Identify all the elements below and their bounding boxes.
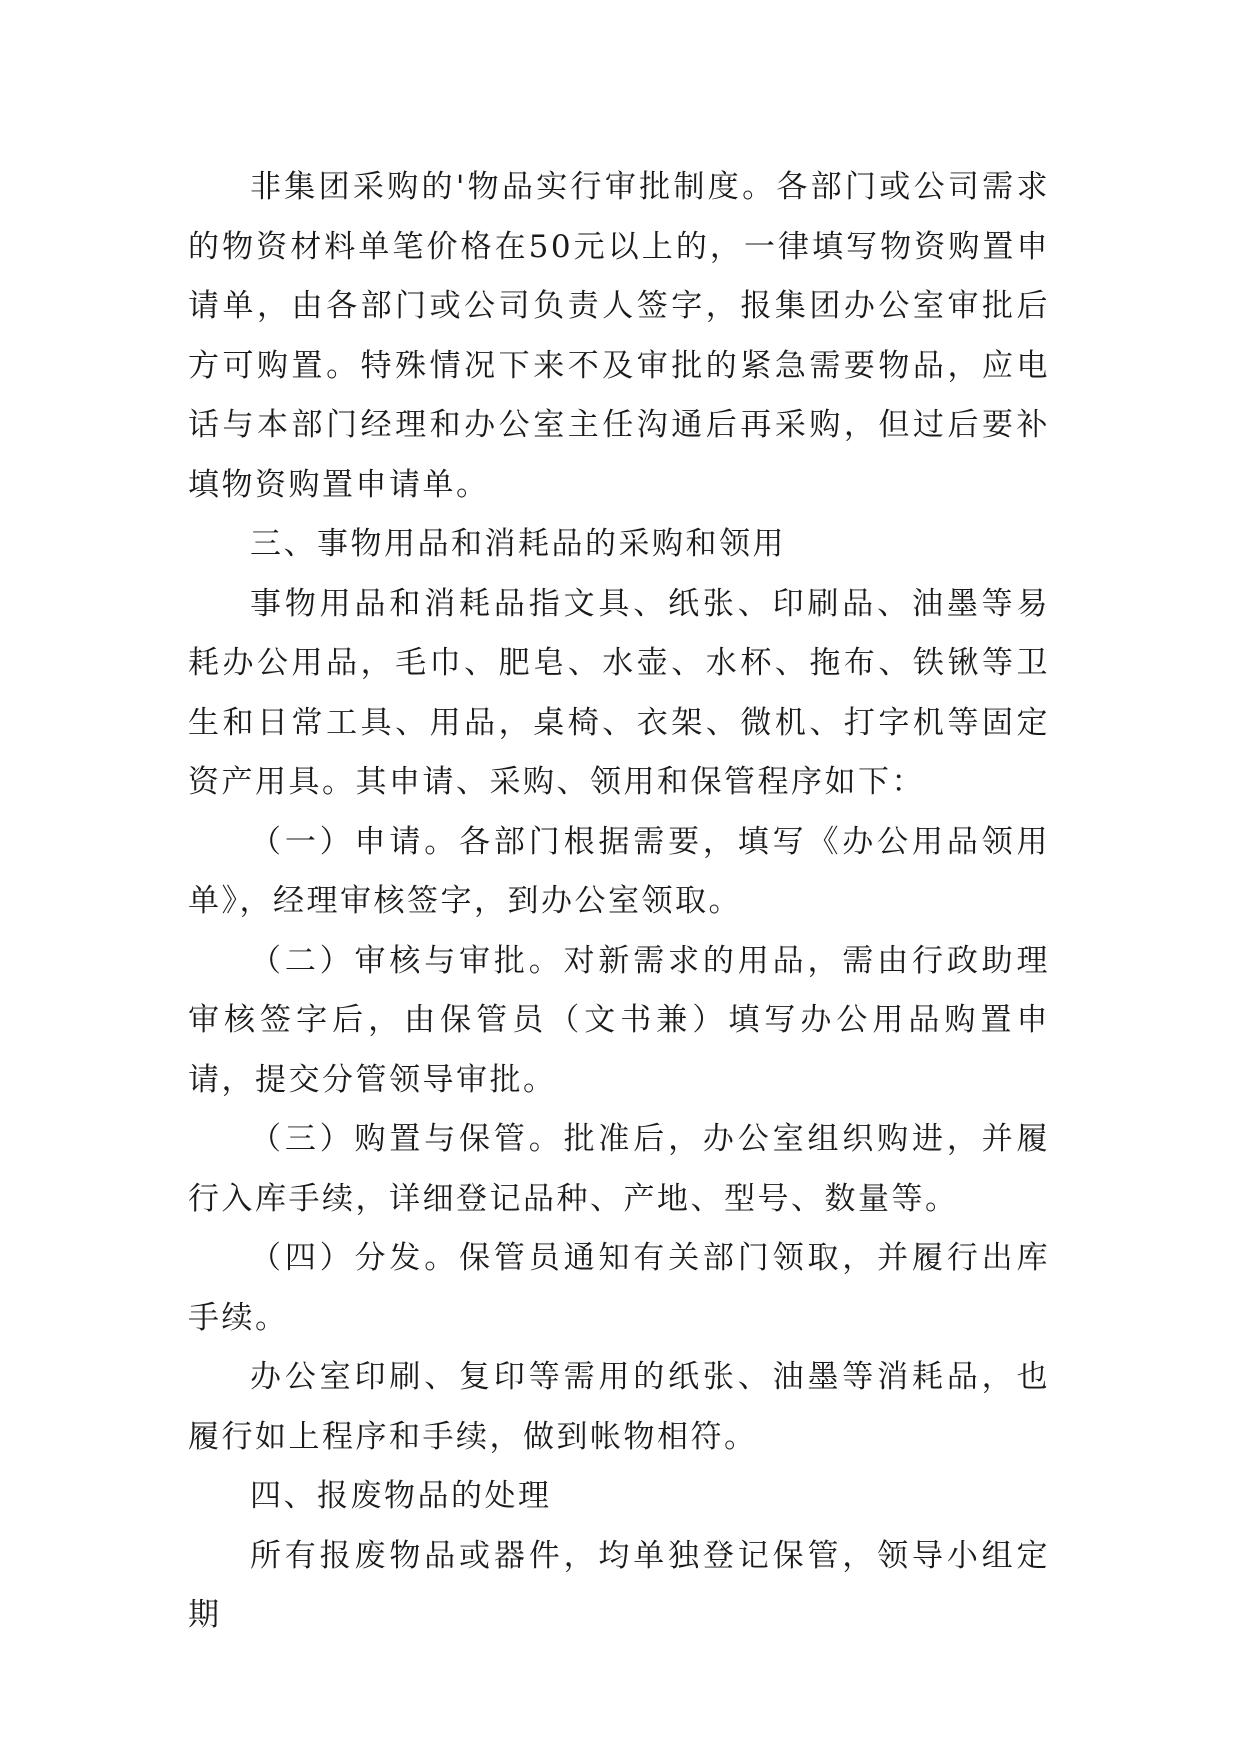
section-heading-3: 三、事物用品和消耗品的采购和领用 <box>250 526 786 562</box>
paragraph-approval-system: 非集团采购的'物品实行审批制度。各部门或公司需求的物资材料单笔价格在50元以上的，一律填写物资购置申请单，由各部门或公司负责人签字，报集团办公室审批后方可购置。特殊情况下来不及审批的紧急需要物品，应电话与本部门经理和办公室主任沟通后再采购，但过后要补填物资购置申请单。 <box>188 169 1050 503</box>
document-page <box>188 158 1050 1646</box>
paragraph-step-review: （二）审核与审批。对新需求的用品，需由行政助理审核签字后，由保管员（文书兼）填写办公用品购置申请，提交分管领导审批。 <box>188 942 1050 1098</box>
section-heading-4: 四、报废物品的处理 <box>250 1478 552 1514</box>
paragraph-step-distribute: （四）分发。保管员通知有关部门领取，并履行出库手续。 <box>188 1240 1050 1336</box>
paragraph-consumables-definition: 事物用品和消耗品指文具、纸张、印刷品、油墨等易耗办公用品，毛巾、肥皂、水壶、水杯、拖布、铁锹等卫生和日常工具、用品，桌椅、衣架、微机、打字机等固定资产用具。其申请、采购、领用和保管程序如下： <box>188 585 1050 800</box>
paragraph-printing-supplies: 办公室印刷、复印等需用的纸张、油墨等消耗品，也履行如上程序和手续，做到帐物相符。 <box>188 1359 1050 1455</box>
paragraph-step-purchase: （三）购置与保管。批准后，办公室组织购进，并履行入库手续，详细登记品种、产地、型号、数量等。 <box>188 1121 1050 1217</box>
paragraph-step-apply: （一）申请。各部门根据需要，填写《办公用品领用单》，经理审核签字，到办公室领取。 <box>188 823 1050 919</box>
paragraph-scrapped-items: 所有报废物品或器件，均单独登记保管，领导小组定期 <box>188 1537 1050 1633</box>
